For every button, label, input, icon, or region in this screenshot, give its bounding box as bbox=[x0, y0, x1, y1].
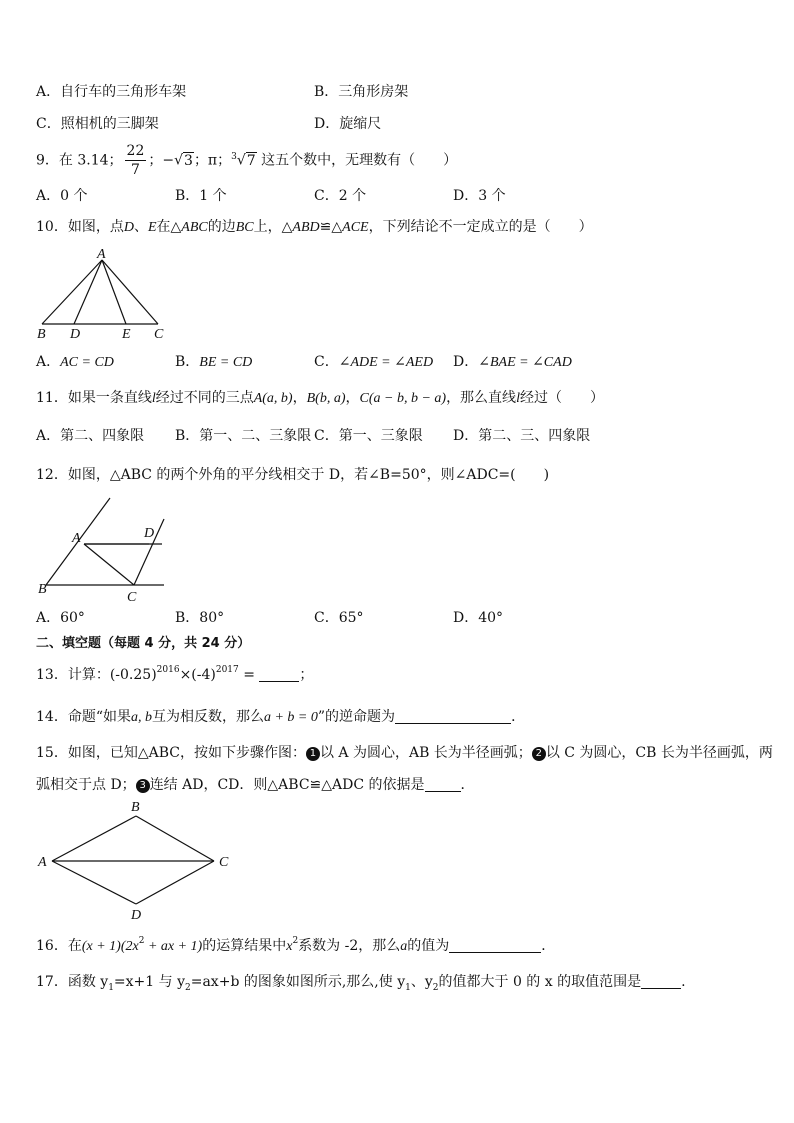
q12-label-b: B bbox=[38, 582, 47, 597]
q10-stem: 10．如图，点D、E在△ABC的边BC上，△ABD≌△ACE，下列结论不一定成立的是（ ） bbox=[36, 219, 593, 235]
q17-stem: 17．函数 $y_1=x+1$ 与 $y_2=ax+b$ 的图象如图所示,那么,使 $y_1$、$y_2$的值都大于 0 的 x 的取值范围是 . bbox=[36, 974, 686, 993]
q12-label-a: A bbox=[72, 531, 81, 546]
q9-option-a: A．0 个 bbox=[36, 188, 88, 204]
q12-option-d: D．40° bbox=[453, 610, 504, 626]
q12-option-b: B．80° bbox=[175, 610, 225, 626]
q15-label-d: D bbox=[131, 908, 142, 922]
q14-answer-blank bbox=[395, 709, 511, 724]
q8-option-c: C．照相机的三脚架 bbox=[36, 116, 159, 132]
q16-answer-blank bbox=[449, 938, 541, 953]
q10-option-c: C．∠ADE = ∠AED bbox=[314, 354, 434, 370]
q16-stem: 16．在$(x + 1)(2x^2$ + ax + 1)的运算结果中$x^2$系数为 -2，那么a的值为 ． bbox=[36, 936, 556, 954]
q10-label-a: A bbox=[97, 247, 106, 262]
q12-label-d: D bbox=[144, 526, 155, 541]
q9-option-c: C．2 个 bbox=[314, 188, 367, 204]
q13-stem: 13．计算：$(-0.25)^{2016}\times(-4)^{2017}$ = ； bbox=[36, 665, 314, 683]
q15-label-b: B bbox=[131, 800, 140, 815]
q12-label-c: C bbox=[127, 590, 137, 604]
q17-answer-blank bbox=[641, 974, 681, 989]
q10-triangle-figure bbox=[30, 246, 180, 342]
q15-label-a: A bbox=[38, 855, 47, 870]
q8-option-b: B．三角形房架 bbox=[314, 84, 409, 100]
q10-label-d: D bbox=[70, 327, 81, 342]
q9-fraction: $\frac{22}{7}$ bbox=[126, 143, 145, 178]
q10-option-b: B．BE = CD bbox=[175, 354, 253, 370]
q9-option-b: B．1 个 bbox=[175, 188, 227, 204]
q10-label-c: C bbox=[154, 327, 164, 342]
q12-stem: 12．如图，△ABC 的两个外角的平分线相交于 D，若∠B=50°，则∠ADC=( ) bbox=[36, 467, 550, 483]
section-heading: 二、填空题（每题 4 分，共 24 分） bbox=[36, 636, 251, 651]
q10-label-b: B bbox=[37, 327, 46, 342]
q13-answer-blank bbox=[259, 667, 299, 682]
q11-option-b: B．第一、二、三象限 bbox=[175, 428, 312, 444]
q9-option-d: D．3 个 bbox=[453, 188, 506, 204]
q15-answer-blank bbox=[425, 777, 461, 792]
q15-label-c: C bbox=[219, 855, 229, 870]
q12-option-c: C．65° bbox=[314, 610, 364, 626]
q11-option-c: C．第一、三象限 bbox=[314, 428, 423, 444]
q10-label-e: E bbox=[122, 327, 131, 342]
q12-option-a: A．60° bbox=[36, 610, 85, 626]
q8-option-a: A．自行车的三角形车架 bbox=[36, 84, 187, 100]
q15-rhombus-figure bbox=[34, 798, 244, 922]
q10-option-d: D．∠BAE = ∠CAD bbox=[453, 354, 572, 370]
q9-stem: 9．在 3.14； $\frac{22}{7}$ ；−√3；π；$^3$√7 这五个数中，无理数有（ ） bbox=[36, 143, 458, 178]
q15-stem-line1: 15．如图，已知△ABC，按如下步骤作图： 1 以 A 为圆心，AB 长为半径画弧； 2 以 C 为圆心，CB 长为半径画弧，两 bbox=[36, 745, 773, 761]
q12-figure bbox=[34, 492, 174, 604]
q15-stem-line2: 弧相交于点 D； 3 连结 AD，CD．则△ABC≌△ADC 的依据是 ． bbox=[36, 777, 475, 793]
q14-stem: 14．命题“如果a, b互为相反数，那么a + b = 0”的逆命题为 ． bbox=[36, 709, 526, 725]
q10-option-a: A．AC = CD bbox=[36, 354, 114, 370]
q11-option-a: A．第二、四象限 bbox=[36, 428, 145, 444]
q11-option-d: D．第二、三、四象限 bbox=[453, 428, 591, 444]
q8-option-d: D．旋缩尺 bbox=[314, 116, 382, 132]
q11-stem: 11．如果一条直线l经过不同的三点A(a, b)，B(b, a)，C(a − b, b − a)，那么直线l经过（ ） bbox=[36, 390, 604, 406]
